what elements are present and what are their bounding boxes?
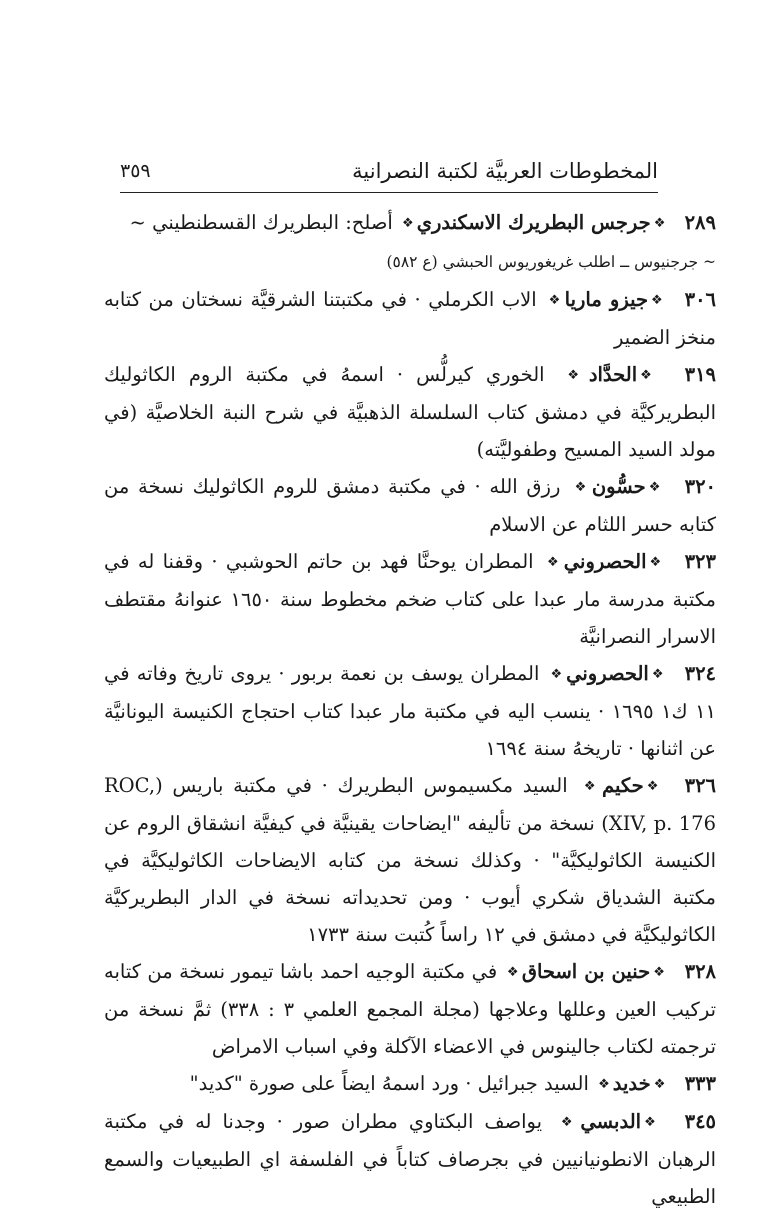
entry-number: ٢٨٩ xyxy=(684,211,716,234)
entry-name: الحصروني xyxy=(563,550,647,573)
entry-number: ٣٣٣ xyxy=(684,1072,716,1095)
entry-text: المطران يوحنَّا فهد بن حاتم الحوشبي · وقفنا له في مكتبة مدرسة مار عبدا على كتاب ضخم مخطوط سنة ١٦٥٠ عنوانهُ مقتطف الاسرار النصرانيَّة xyxy=(104,550,716,648)
entry-name: حنين بن اسحاق xyxy=(521,960,651,983)
entry-number: ٣١٩ xyxy=(684,363,717,386)
page-number: ٣٥٩ xyxy=(120,160,151,182)
entry-number: ٣٤٥ xyxy=(684,1110,717,1133)
entry-name: جرجس البطريرك الاسكندري xyxy=(416,211,651,234)
ornament-icon: ❖ xyxy=(547,293,562,308)
entry-name: الدبسي xyxy=(580,1110,642,1133)
ornament-icon: ❖ xyxy=(598,1077,610,1092)
running-header xyxy=(120,150,658,193)
entry-328 xyxy=(104,953,716,1065)
header-title: المخطوطات العربيَّة لكتبة النصرانية xyxy=(352,159,658,183)
entry-number: ٣٢٤ xyxy=(684,662,717,685)
entry-text: أصلح: البطريرك القسطنطيني ~ xyxy=(129,211,393,234)
entry-name: خديد xyxy=(612,1072,651,1095)
entry-306 xyxy=(104,281,716,356)
entry-number: ٣٢٠ xyxy=(684,475,717,498)
entry-333 xyxy=(104,1065,716,1103)
ornament-icon: ❖ xyxy=(649,555,664,570)
entry-text: في مكتبة الوجيه احمد باشا تيمور نسخة من كتابه تركيب العين وعللها وعلاجها (مجلة المجمع العلمي ٣ : ٣٣٨) ثمَّ نسخة من ترجمته لكتاب جالينوس في الاعضاء الآكلة وفي اسباب الامراض xyxy=(104,960,717,1058)
entry-324 xyxy=(104,655,716,767)
ornament-icon: ❖ xyxy=(651,667,665,682)
ornament-icon: ❖ xyxy=(402,216,414,231)
entry-text: الاب الكرملي · في مكتبتنا الشرقيَّة نسختان من كتابه منخز الضمير xyxy=(104,288,716,349)
entry-319 xyxy=(104,356,716,468)
ornament-icon: ❖ xyxy=(653,1077,666,1092)
ornament-icon: ❖ xyxy=(653,216,666,231)
ornament-icon: ❖ xyxy=(653,965,666,980)
entry-326 xyxy=(104,767,716,953)
entry-name: الحدَّاد xyxy=(588,363,638,386)
entry-name: الحصروني xyxy=(566,662,649,685)
ornament-icon: ❖ xyxy=(549,667,564,682)
ornament-icon: ❖ xyxy=(544,555,561,570)
ornament-icon: ❖ xyxy=(644,1115,661,1130)
ornament-icon: ❖ xyxy=(572,480,589,495)
entry-name: حسُّون xyxy=(591,475,646,498)
ornament-icon: ❖ xyxy=(560,368,586,383)
entry-text: المطران يوسف بن نعمة بربور · يروى تاريخ وفاته في ١١ ك١ ١٦٩٥ · ينسب اليه في مكتبة مار عبدا كتاب احتجاج الكنيسة اليونانيَّة عن اثنانها · تاريخهُ سنة ١٦٩٤ xyxy=(104,662,717,760)
entry-text: رزق الله · في مكتبة دمشق للروم الكاثوليك نسخة من كتابه حسر اللثام عن الاسلام xyxy=(104,475,716,536)
entry-number: ٣٢٨ xyxy=(684,960,717,983)
ornament-icon: ❖ xyxy=(506,965,519,980)
ornament-icon: ❖ xyxy=(646,779,662,794)
entry-name: حكيم xyxy=(602,774,644,797)
entry-320 xyxy=(104,468,716,543)
entry-text: السيد جبرائيل · ورد اسمهُ ايضاً على صورة "كديد" xyxy=(189,1072,589,1095)
entry-number: ٣٠٦ xyxy=(684,288,717,311)
entry-289 xyxy=(104,204,716,281)
ornament-icon: ❖ xyxy=(640,368,659,383)
entry-note: ~ جرجنيوس ــ اطلب غريغوريوس الحبشي (ع ٥٨٢) xyxy=(386,253,716,271)
ornament-icon: ❖ xyxy=(580,779,600,794)
entry-number: ٣٢٦ xyxy=(684,774,717,797)
entry-text: السيد مكسيموس البطريرك · في مكتبة باريس (ROC, XIV, p. 176) نسخة من تأليفه "ايضاحات يقينيَّة في كيفيَّة انشقاق الروم عن الكنيسة الكاثوليكيَّة" · وكذلك نسخة من كتابه الايضاحات الكاثوليكيَّة في مكتبة الشدياق شكري أيوب · ومن تحديداته نسخة في الدار البطريركيَّة الكاثوليكيَّة في دمشق في ١٢ راساً كُتبت سنة ١٧٣٣ xyxy=(104,774,716,946)
entry-345 xyxy=(104,1103,716,1215)
entry-text: الخوري كيرلُّس · اسمهُ في مكتبة الروم الكاثوليك البطريركيَّة في دمشق كتاب السلسلة الذهبيَّة في شرح النبة الخلاصيَّة (في مولد السيد المسيح وطفوليَّته) xyxy=(104,363,716,461)
entry-text: يواصف البكتاوي مطران صور · وجدنا له في مكتبة الرهبان الانطونيانيين في بجرصاف كتاباً في الفلسفة اي الطبيعيات والسمع الطبيعي xyxy=(104,1110,716,1208)
entry-number: ٣٢٣ xyxy=(684,550,716,573)
entries-body xyxy=(104,204,716,1215)
entry-name: جيزو ماريا xyxy=(564,288,649,311)
ornament-icon: ❖ xyxy=(648,480,663,495)
ornament-icon: ❖ xyxy=(651,293,665,308)
ornament-icon: ❖ xyxy=(556,1115,578,1130)
entry-323 xyxy=(104,543,716,655)
